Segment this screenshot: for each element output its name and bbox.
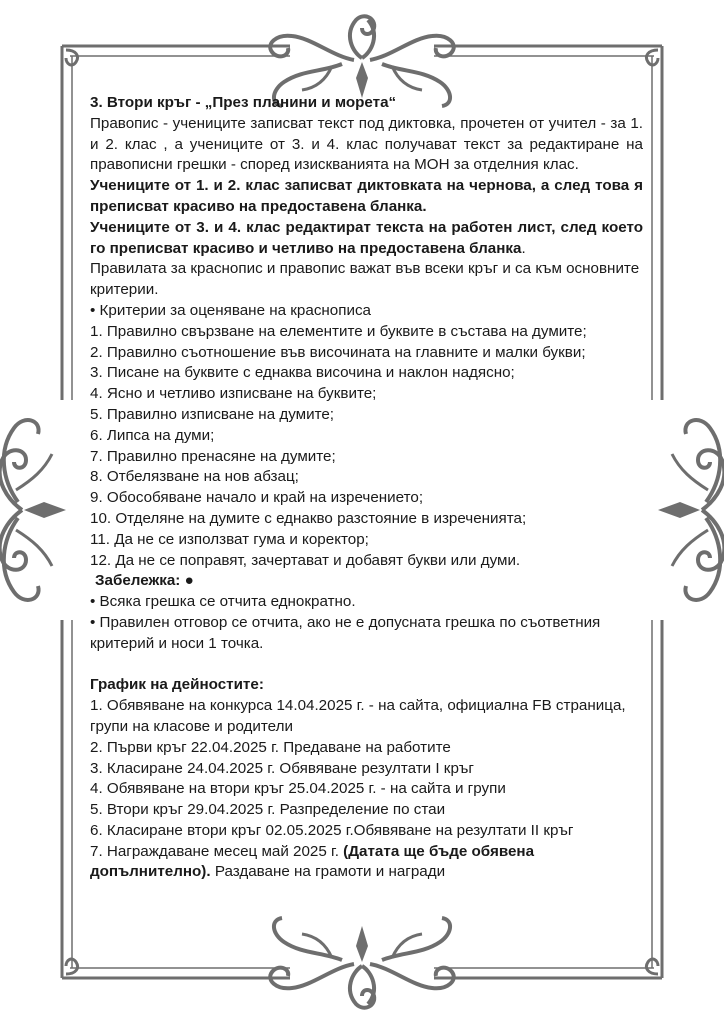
criteria-item: 11. Да не се използват гума и коректор;: [90, 530, 369, 548]
schedule-item: 4. Обявяване на втори кръг 25.04.2025 г. - на сайта и групи: [90, 780, 506, 798]
bold-paragraph-grades-3-4-period: .: [521, 239, 526, 257]
schedule-item: 3. Класиране 24.04.2025 г. Обявяване резултати I кръг: [90, 759, 474, 777]
section-title: 3. Втори кръг - „През планини и морета“: [90, 94, 397, 111]
schedule-heading: График на дейностите:: [90, 676, 264, 694]
left-ornament: [0, 420, 66, 600]
criteria-item: 1. Правилно свързване на елементите и буквите в състава на думите;: [90, 322, 587, 340]
spacer: [90, 655, 643, 676]
bold-paragraph-grades-1-2: Учениците от 1. и 2. клас записват диктовката на чернова, а след това я преписват красиво на предоставена бланка.: [90, 177, 643, 215]
document-body: [90, 93, 643, 883]
criteria-item: 7. Правилно пренасяне на думите;: [90, 447, 336, 465]
criteria-item: 8. Отбелязване на нов абзац;: [90, 468, 299, 486]
criteria-heading: • Критерии за оценяване на краснописа: [90, 301, 372, 319]
schedule-item-last-bold: (Датата ще бъде обявена допълнително).: [90, 842, 535, 881]
section-intro: Правопис - учениците записват текст под диктовка, прочетен от учител - за 1. и 2. клас , а учениците от 3. и 4. клас получават текст за редактиране на правописни грешки - според изискванията на МОН за отделния клас.: [90, 114, 643, 174]
bold-paragraph-grades-3-4: [90, 218, 643, 260]
schedule-item-last: [90, 842, 643, 884]
criteria-item: 10. Отделяне на думите с еднакво разстояние в изреченията;: [90, 509, 527, 527]
criteria-item: 9. Обособяване начало и край на изречението;: [90, 489, 424, 507]
schedule-item: 5. Втори кръг 29.04.2025 г. Разпределение по стаи: [90, 801, 446, 819]
schedule-item-last-start: 7. Награждаване месец май 2025 г.: [90, 842, 344, 860]
rules-paragraph: Правилата за краснопис и правопис важат във всеки кръг и са към основните критерии.: [90, 260, 640, 299]
schedule-item: 2. Първи кръг 22.04.2025 г. Предаване на работите: [90, 738, 451, 756]
right-ornament: [658, 420, 724, 600]
criteria-item: 12. Да не се поправят, зачертават и добавят букви или думи.: [90, 551, 521, 569]
criteria-item: 5. Правилно изписване на думите;: [90, 405, 335, 423]
note-item: • Правилен отговор се отчита, ако не е допусната грешка по съответния критерий и носи 1 точка.: [90, 613, 601, 652]
criteria-item: 4. Ясно и четливо изписване на буквите;: [90, 385, 377, 403]
schedule-item: 1. Обявяване на конкурса 14.04.2025 г. - на сайта, официална FB страница, групи на класове и родители: [90, 697, 626, 735]
note-label: Забележка: ●: [95, 572, 194, 590]
bold-paragraph-grades-3-4-text: Учениците от 3. и 4. клас редактират текста на работен лист, след което го преписват красиво и четливо на предоставена бланка: [90, 218, 643, 257]
bottom-ornament: [270, 918, 454, 1008]
schedule-item: 6. Класиране втори кръг 02.05.2025 г.Обявяване на резултати II кръг: [90, 821, 574, 839]
criteria-item: 3. Писане на буквите с еднаква височина и наклон надясно;: [90, 364, 515, 382]
schedule-item-last-end: Раздаване на грамоти и награди: [210, 863, 446, 881]
criteria-item: 2. Правилно съотношение във височината на главните и малки букви;: [90, 343, 586, 361]
criteria-item: 6. Липса на думи;: [90, 426, 215, 444]
note-item: • Всяка грешка се отчита еднократно.: [90, 593, 356, 611]
